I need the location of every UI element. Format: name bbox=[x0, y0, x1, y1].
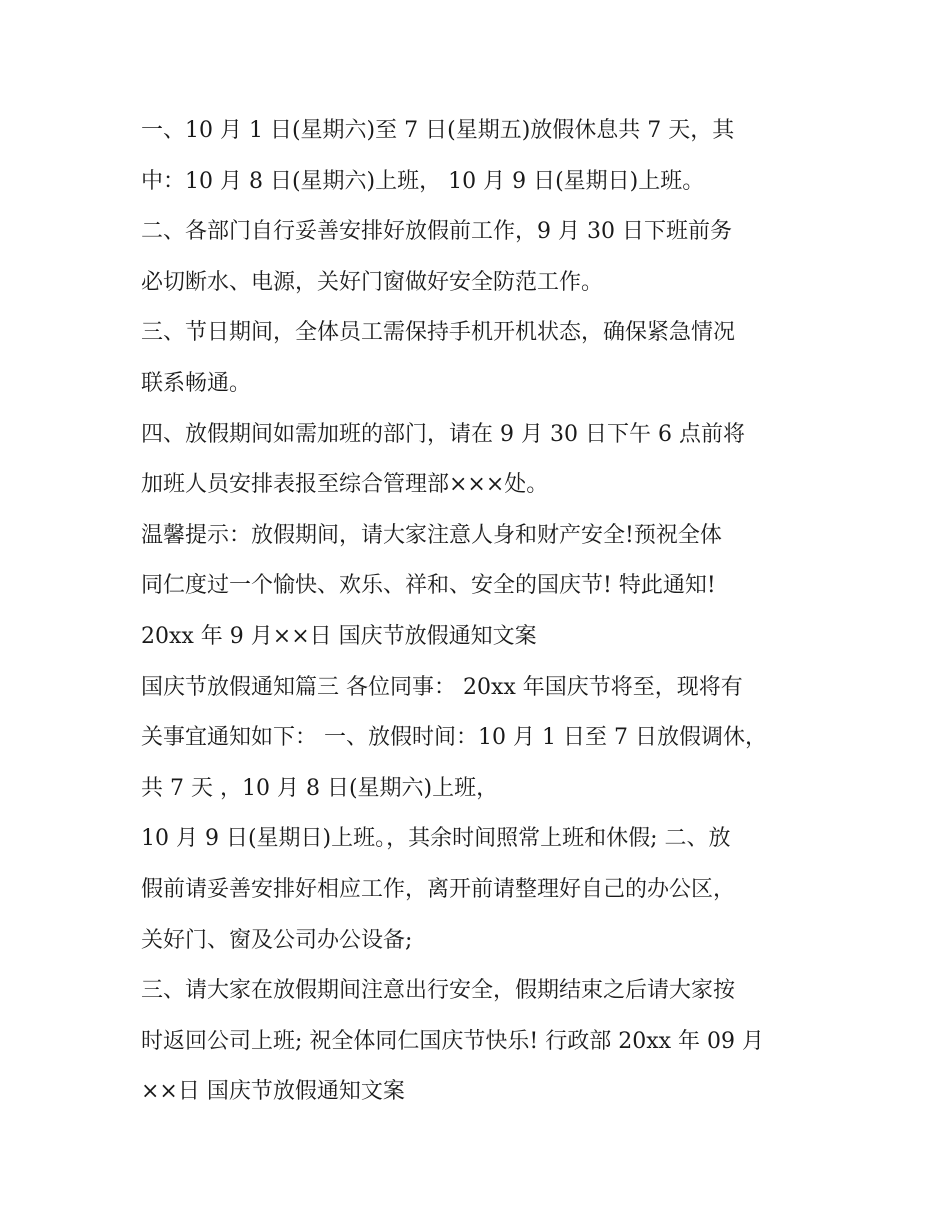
text-line: 三、请大家在放假期间注意出行安全，假期结束之后请大家按 bbox=[141, 978, 736, 1004]
text-line: 加班人员安排表报至综合管理部×××处。 bbox=[141, 472, 549, 498]
text-line: 共 7 天 ，10 月 8 日(星期六)上班， bbox=[141, 775, 499, 801]
text-line: 一、10 月 1 日(星期六)至 7 日(星期五)放假休息共 7 天，其 bbox=[141, 118, 735, 143]
text-line: 时返回公司上班; 祝全体同仁国庆节快乐! 行政部 20xx 年 09 月 bbox=[141, 1028, 765, 1054]
text-line: 四、放假期间如需加班的部门，请在 9 月 30 日下午 6 点前将 bbox=[141, 421, 745, 447]
document-body bbox=[141, 106, 831, 1118]
text-line: 10 月 9 日(星期日)上班。，其余时间照常上班和休假; 二、放 bbox=[141, 826, 731, 852]
text-line: 联系畅通。 bbox=[141, 370, 252, 396]
text-line: 中：10 月 8 日(星期六)上班， 10 月 9 日(星期日)上班。 bbox=[141, 168, 705, 194]
text-line: 二、各部门自行妥善安排好放假前工作，9 月 30 日下班前务 bbox=[141, 219, 732, 245]
text-line: 三、节日期间，全体员工需保持手机开机状态，确保紧急情况 bbox=[141, 320, 736, 346]
text-line: 假前请妥善安排好相应工作，离开前请整理好自己的办公区， bbox=[141, 876, 736, 902]
text-line: ××日 国庆节放假通知文案 bbox=[141, 1079, 405, 1105]
text-line: 国庆节放假通知篇三 各位同事： 20xx 年国庆节将至，现将有 bbox=[141, 674, 743, 700]
text-line: 必切断水、电源，关好门窗做好安全防范工作。 bbox=[141, 269, 604, 295]
text-line: 关好门、窗及公司办公设备; bbox=[141, 927, 413, 953]
text-line: 同仁度过一个愉快、欢乐、祥和、安全的国庆节! 特此通知! bbox=[141, 573, 716, 599]
text-line: 关事宜通知如下： 一、放假时间：10 月 1 日至 7 日放假调休， bbox=[141, 725, 767, 751]
text-line: 20xx 年 9 月××日 国庆节放假通知文案 bbox=[141, 623, 537, 649]
text-line: 温馨提示：放假期间，请大家注意人身和财产安全!预祝全体 bbox=[141, 522, 722, 548]
